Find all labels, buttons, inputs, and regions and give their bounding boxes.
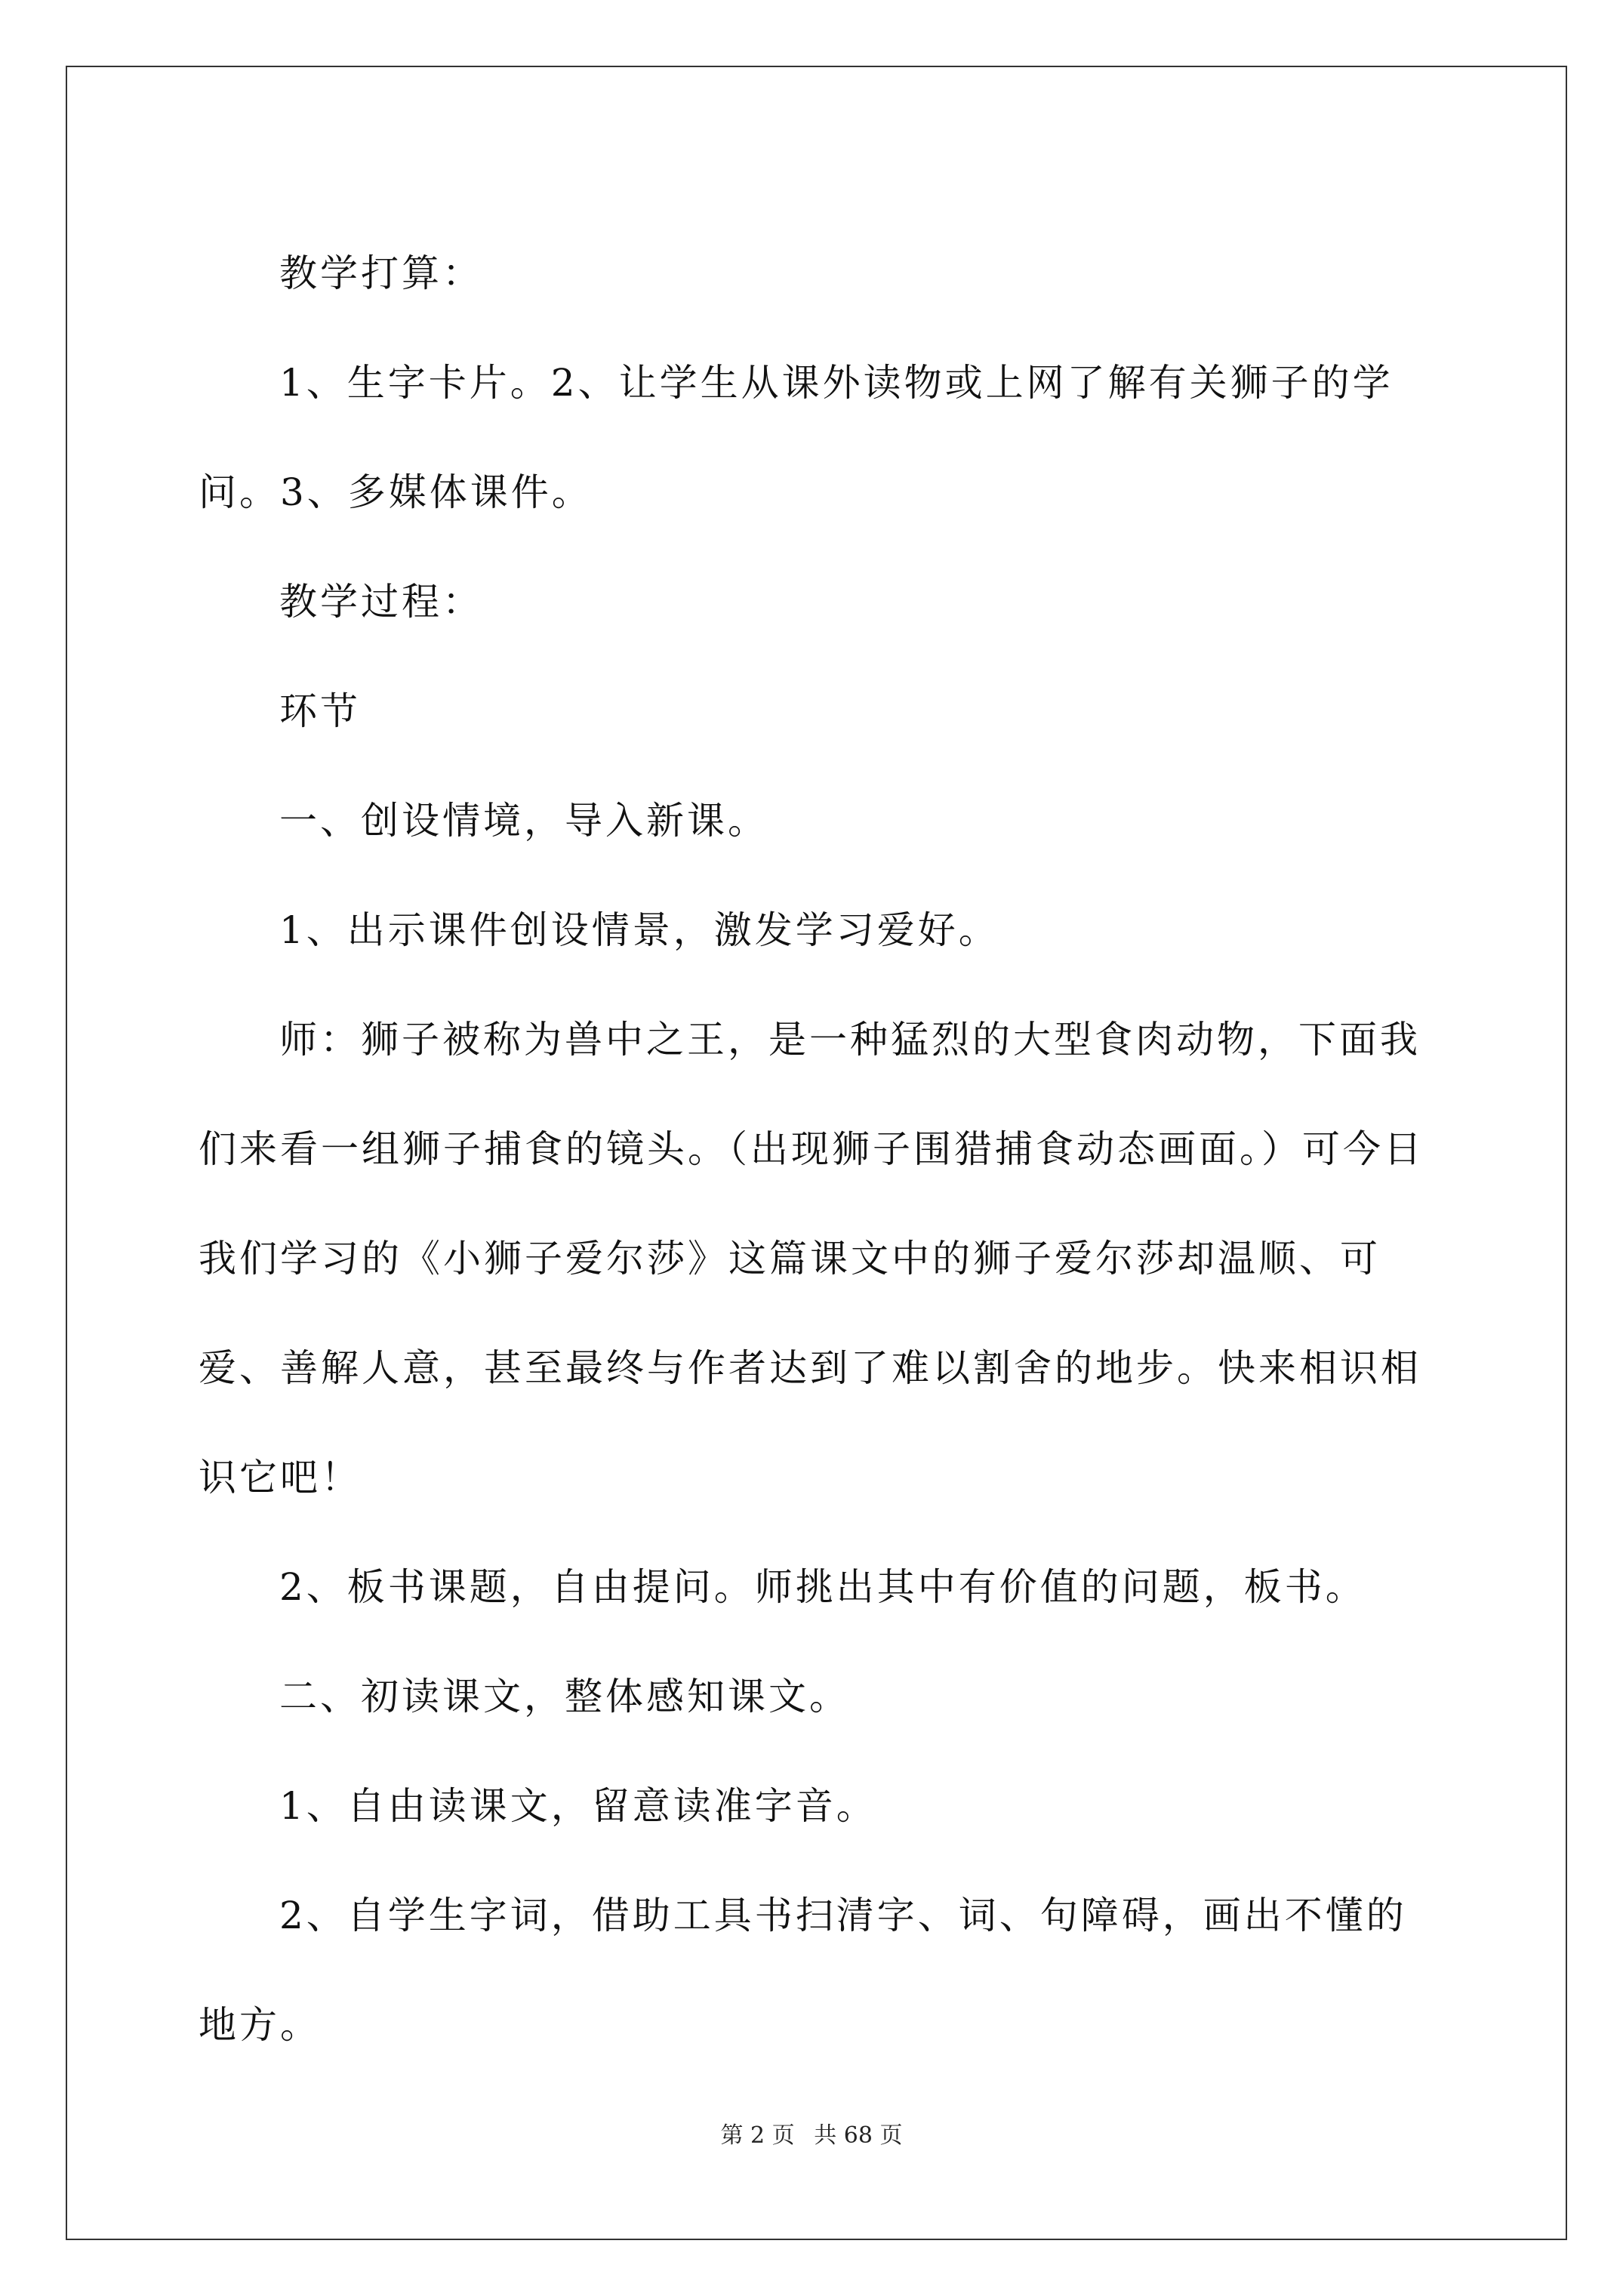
paragraph-read-step-2: 2、自学生字词，借助工具书扫清字、词、句障碍，画出不懂的地方。 [199,1894,1407,2047]
paragraph-section-one: 一、创设情境，导入新课。 [279,799,768,843]
paragraph-stage: 环节 [279,689,361,733]
paragraph-section-two: 二、初读课文，整体感知课文。 [279,1675,850,1718]
page-footer [0,2116,1623,2150]
paragraph-prep-heading: 教学打算： [279,251,483,295]
paragraph-step-1: 1、出示课件创设情景，激发学习爱好。 [279,908,999,952]
document-body [199,219,1437,2080]
paragraph-teacher-intro: 师：狮子被称为兽中之王，是一种猛烈的大型食肉动物，下面我们来看一组狮子捕食的镜头。（出现狮子围猎捕食动态画面。）可今日我们学习的《小狮子爱尔莎》这篇课文中的狮子爱尔莎却温顺、可爱、善解人意，甚至最终与作者达到了难以割舍的地步。快来相识相识它吧！ [199,1018,1424,1499]
page-number: 第 2 页 [720,2122,795,2149]
paragraph-process-heading: 教学过程： [279,580,483,624]
paragraph-step-2: 2、板书课题，自由提问。师挑出其中有价值的问题，板书。 [279,1565,1366,1609]
page-total: 共 68 页 [814,2122,903,2149]
paragraph-read-step-1: 1、自由读课文，留意读准字音。 [279,1784,877,1828]
paragraph-prep-items: 1、生字卡片。2、让学生从课外读物或上网了解有关狮子的学问。3、多媒体课件。 [199,361,1394,514]
